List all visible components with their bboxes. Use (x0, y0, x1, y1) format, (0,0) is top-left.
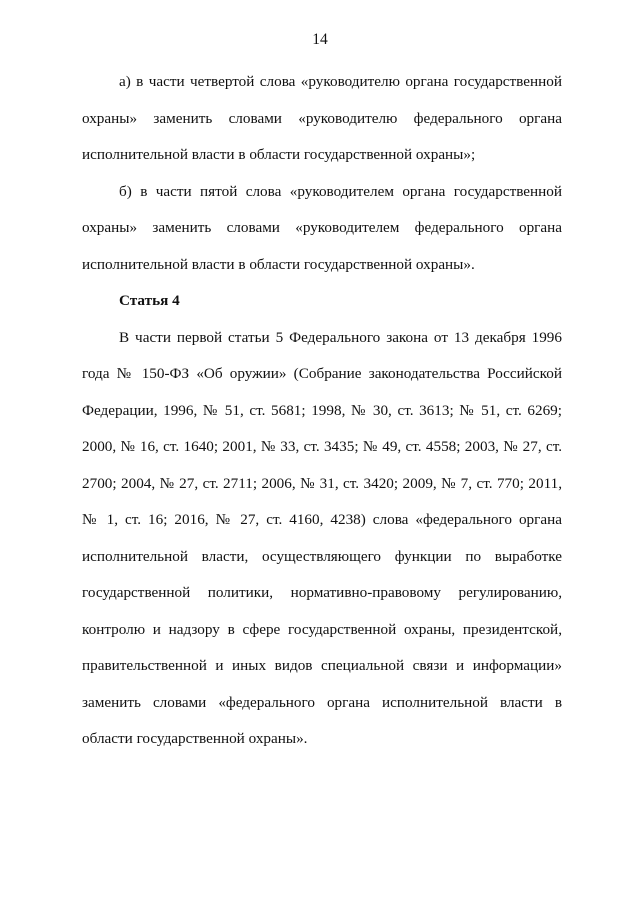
amendment-paragraph-a: а) в части четвертой слова «руководителю органа государственной охраны» заменить словами «руководителю федерального органа исполнительной власти в области государственной охраны»; (82, 73, 562, 163)
article-heading: Статья 4 (119, 292, 180, 309)
page-number: 14 (312, 31, 328, 48)
document-body (82, 64, 562, 758)
article-paragraph: В части первой статьи 5 Федерального закона от 13 декабря 1996 года № 150-ФЗ «Об оружии» (Собрание законодательства Российской Федерации, 1996, № 51, ст. 5681; 1998, № 30, ст. 3613; № 51, ст. 6269; 2000, № 16, ст. 1640; 2001, № 33, ст. 3435; № 49, ст. 4558; 2003, № 27, ст. 2700; 2004, № 27, ст. 2711; 2006, № 31, ст. 3420; 2009, № 7, ст. 770; 2011, № 1, ст. 16; 2016, № 27, ст. 4160, 4238) слова «федерального органа исполнительной власти, осуществляющего функции по выработке государственной политики, нормативно-правовому регулированию, контролю и надзору в сфере государственной охраны, президентской, правительственной и иных видов специальной связи и информации» заменить словами «федерального органа исполнительной власти в области государственной охраны». (82, 328, 562, 747)
amendment-paragraph-b: б) в части пятой слова «руководителем органа государственной охраны» заменить словами «руководителем федерального органа исполнительной власти в области государственной охраны». (82, 182, 562, 273)
